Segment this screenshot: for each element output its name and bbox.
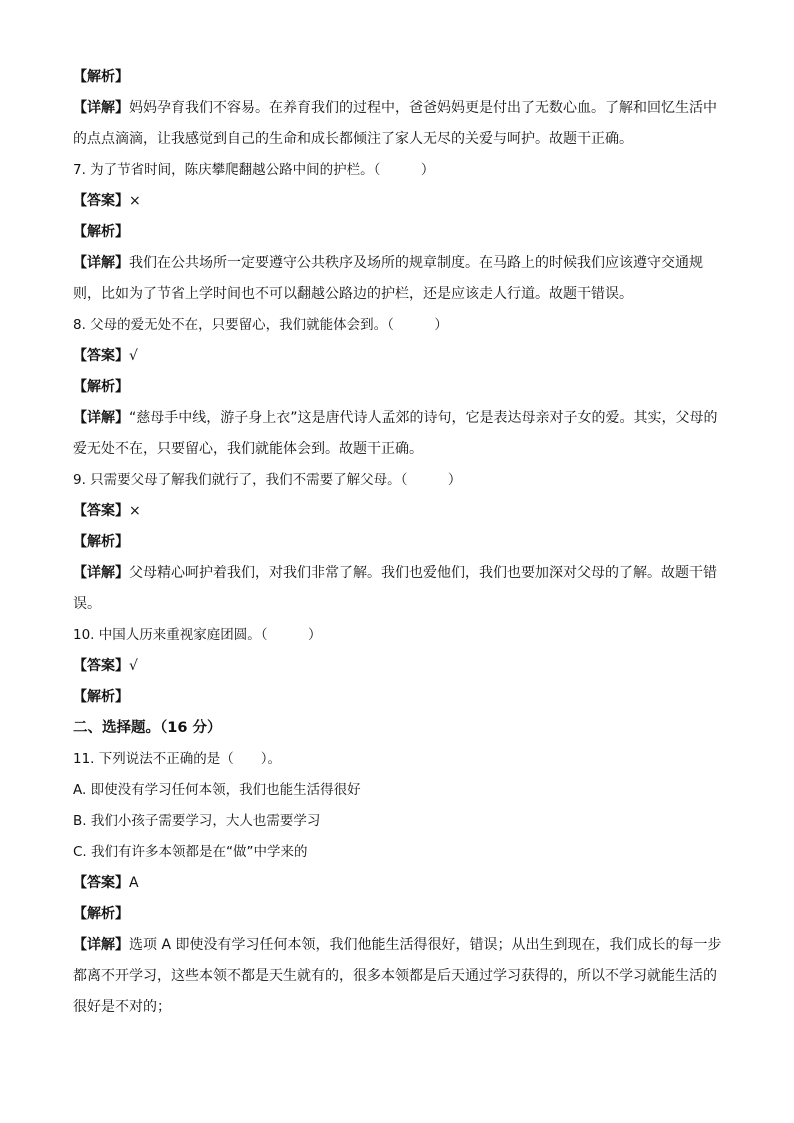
analysis-heading: 【解析】	[73, 224, 129, 240]
answer-line: 【答案】×	[73, 503, 141, 519]
question-10: 10. 中国人历来重视家庭团圆。（ ）	[73, 627, 322, 643]
detail-paragraph: 【详解】我们在公共场所一定要遵守公共秩序及场所的规章制度。在马路上的时候我们应该遵守交通规则，比如为了节省上学时间也不可以翻越公路边的护栏，还是应该走人行道。故题干错误。	[73, 255, 703, 302]
document-page	[73, 62, 723, 1023]
analysis-heading: 【解析】	[73, 534, 129, 550]
analysis-heading: 【解析】	[73, 906, 129, 922]
analysis-heading: 【解析】	[73, 69, 129, 85]
question-8: 8. 父母的爱无处不在，只要留心，我们就能体会到。（ ）	[73, 317, 448, 333]
option-a: A. 即使没有学习任何本领，我们也能生活得很好	[73, 782, 361, 798]
answer-line: 【答案】×	[73, 193, 141, 209]
option-c: C. 我们有许多本领都是在“做”中学来的	[73, 844, 308, 860]
question-9: 9. 只需要父母了解我们就行了，我们不需要了解父母。（ ）	[73, 472, 462, 488]
detail-paragraph: 【详解】“慈母手中线，游子身上衣”这是唐代诗人孟郊的诗句，它是表达母亲对子女的爱。其实，父母的爱无处不在，只要留心，我们就能体会到。故题干正确。	[73, 410, 718, 457]
detail-paragraph: 【详解】选项 A 即使没有学习任何本领，我们他能生活得很好，错误；从出生到现在，我们成长的每一步都离不开学习，这些本领不都是天生就有的，很多本领都是后天通过学习获得的，所以不学习就能生活的很好是不对的；	[73, 937, 722, 1015]
answer-line: 【答案】√	[73, 348, 138, 364]
option-b: B. 我们小孩子需要学习，大人也需要学习	[73, 813, 321, 829]
analysis-heading: 【解析】	[73, 689, 129, 705]
answer-line: 【答案】A	[73, 875, 139, 891]
analysis-heading: 【解析】	[73, 379, 129, 395]
detail-paragraph: 【详解】妈妈孕育我们不容易。在养育我们的过程中，爸爸妈妈更是付出了无数心血。了解和回忆生活中的点点滴滴，让我感觉到自己的生命和成长都倾注了家人无尽的关爱与呵护。故题干正确。	[73, 100, 717, 147]
section-heading: 二、选择题。（16 分）	[73, 720, 222, 736]
question-11: 11. 下列说法不正确的是（ ）。	[73, 751, 282, 767]
detail-paragraph: 【详解】父母精心呵护着我们，对我们非常了解。我们也爱他们，我们也要加深对父母的了解。故题干错误。	[73, 565, 717, 612]
answer-line: 【答案】√	[73, 658, 138, 674]
question-7: 7. 为了节省时间，陈庆攀爬翻越公路中间的护栏。（ ）	[73, 162, 435, 178]
